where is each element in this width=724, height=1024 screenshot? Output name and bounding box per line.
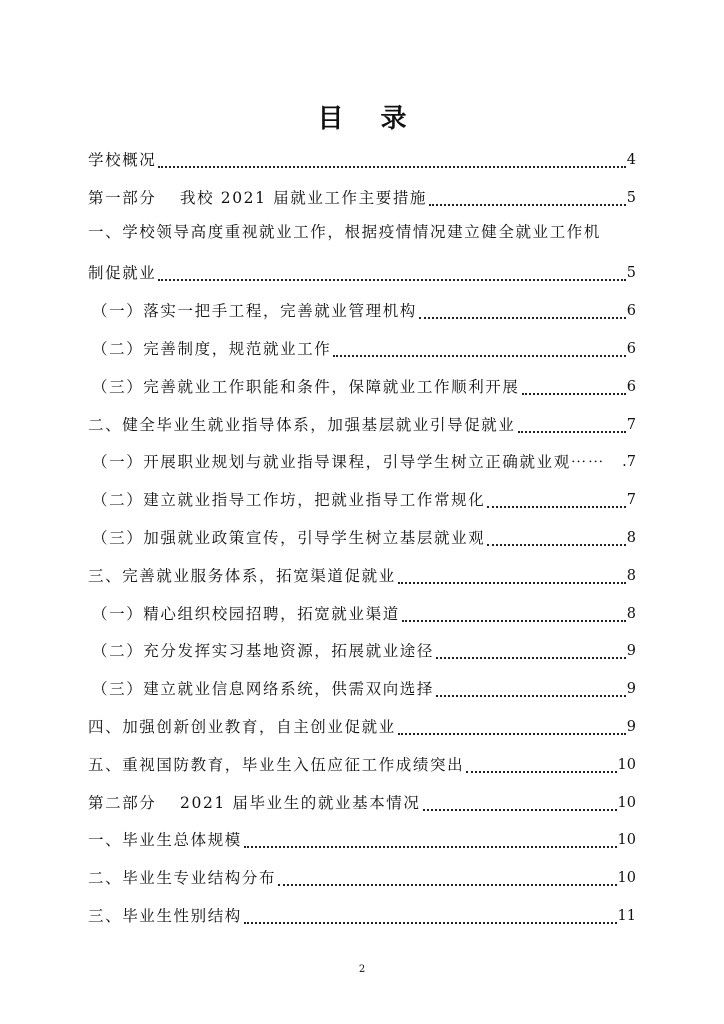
toc-entry-text: （三）完善就业工作职能和条件，保障就业工作顺利开展	[92, 377, 520, 396]
toc-page-number: 10	[617, 870, 636, 887]
toc-leader-dots	[436, 637, 626, 659]
toc-leader-dots	[419, 297, 626, 319]
toc-leader-dots	[278, 864, 616, 886]
toc-leader-dots	[518, 411, 626, 433]
toc-leader-dots	[522, 373, 626, 395]
toc-leader-dots	[487, 486, 625, 508]
toc-page-number: 8	[626, 605, 636, 622]
toc-entry[interactable]	[88, 825, 636, 851]
toc-leader-dots	[466, 751, 616, 773]
toc-leader-dots	[423, 789, 617, 811]
toc-entry-text: 第二部分 2021 届毕业生的就业基本情况	[88, 793, 421, 812]
toc-entry-text: 学校概况	[88, 151, 157, 169]
toc-entry[interactable]	[88, 334, 636, 360]
toc-entry[interactable]	[88, 183, 636, 209]
page-title: 目 录	[317, 104, 421, 134]
toc-entry-text: 二、毕业生专业结构分布	[88, 869, 277, 888]
toc-page-number: 9	[626, 719, 636, 735]
toc-entry-text: 三、完善就业服务体系，拓宽渠道促就业	[88, 566, 396, 585]
toc-entry-text: （三）建立就业信息网络系统，供需双向选择	[92, 680, 435, 699]
toc-entry[interactable]	[88, 750, 636, 776]
toc-leader-dots	[244, 826, 617, 848]
toc-page-number: 10	[617, 756, 636, 773]
toc-page-number: 8	[626, 567, 636, 584]
toc-entry[interactable]	[88, 145, 636, 171]
toc-entry[interactable]	[88, 561, 636, 587]
toc-page-number: 6	[626, 303, 636, 320]
toc-leader-dots	[487, 524, 625, 546]
toc-entry-text: 制促就业	[88, 264, 157, 283]
toc-entry-text: 五、重视国防教育，毕业生入伍应征工作成绩突出	[88, 755, 465, 774]
toc-leader-dots	[158, 259, 625, 281]
toc-entry-text: （二）充分发挥实习基地资源，拓展就业途径	[92, 642, 435, 661]
page-number: 2	[358, 964, 366, 975]
toc-entry[interactable]	[88, 788, 636, 814]
toc-entry-text: 三、毕业生性别结构	[88, 907, 242, 925]
toc-entry[interactable]	[88, 863, 636, 889]
toc-entry[interactable]	[88, 485, 636, 511]
toc-entry-text: （二）完善制度，规范就业工作	[92, 340, 332, 358]
toc-page-number: .7	[622, 454, 636, 471]
toc-entry-text: （二）建立就业指导工作坊，把就业指导工作常规化	[92, 491, 486, 510]
toc-entry-text: 四、加强创新创业教育，自主创业促就业	[88, 718, 396, 736]
toc-entry-text: 一、学校领导高度重视就业工作，根据疫情情况建立健全就业工作机	[88, 222, 602, 241]
toc-entry[interactable]	[88, 674, 636, 700]
toc-page-number: 7	[626, 416, 636, 433]
toc-entry[interactable]	[88, 410, 636, 436]
toc-page-number: 4	[626, 152, 636, 168]
toc-entry[interactable]	[88, 447, 636, 473]
toc-leader-dots	[436, 675, 626, 697]
toc-page-number: 6	[626, 378, 636, 395]
toc-page-number: 5	[626, 265, 636, 282]
toc-entry[interactable]	[88, 296, 636, 322]
toc-page-number: 6	[626, 341, 636, 357]
toc-entry[interactable]	[88, 523, 636, 549]
toc-page-number: 11	[617, 908, 636, 924]
toc-leader-dots	[158, 146, 625, 168]
toc-page-number: 5	[626, 189, 636, 206]
toc-page-number: 9	[626, 643, 636, 660]
toc-leader-dots	[429, 184, 626, 206]
toc-entry[interactable]	[88, 712, 636, 738]
toc-leader-dots	[402, 600, 626, 622]
toc-leader-dots	[398, 713, 626, 735]
toc-entry[interactable]	[88, 901, 636, 927]
toc-entry-text: （一）落实一把手工程，完善就业管理机构	[92, 302, 417, 321]
toc-leader-dots	[398, 562, 626, 584]
toc-entry-text: 一、毕业生总体规模	[88, 831, 242, 850]
toc-entry-text: 第一部分 我校 2021 届就业工作主要措施	[88, 188, 428, 207]
toc-entry[interactable]	[88, 636, 636, 662]
toc-page-number: 10	[617, 794, 636, 811]
toc-leader-dots	[244, 902, 617, 924]
toc-entry-text: （一）开展职业规划与就业指导课程，引导学生树立正确就业观⋯⋯	[92, 453, 606, 472]
toc-entry[interactable]	[88, 258, 636, 284]
toc-entry-text: （三）加强就业政策宣传，引导学生树立基层就业观	[92, 529, 486, 547]
toc-entry[interactable]	[88, 372, 636, 398]
toc-entry[interactable]	[88, 599, 636, 625]
toc-page-number: 9	[626, 681, 636, 698]
toc-entry-text: 二、健全毕业生就业指导体系，加强基层就业引导促就业	[88, 415, 516, 434]
toc-page-number: 10	[617, 832, 636, 849]
toc-page-number: 8	[626, 530, 636, 546]
toc-entry-text: （一）精心组织校园招聘，拓宽就业渠道	[92, 604, 400, 623]
toc-page-number: 7	[626, 492, 636, 509]
toc-leader-dots	[333, 335, 625, 357]
toc-entry[interactable]	[88, 221, 636, 247]
